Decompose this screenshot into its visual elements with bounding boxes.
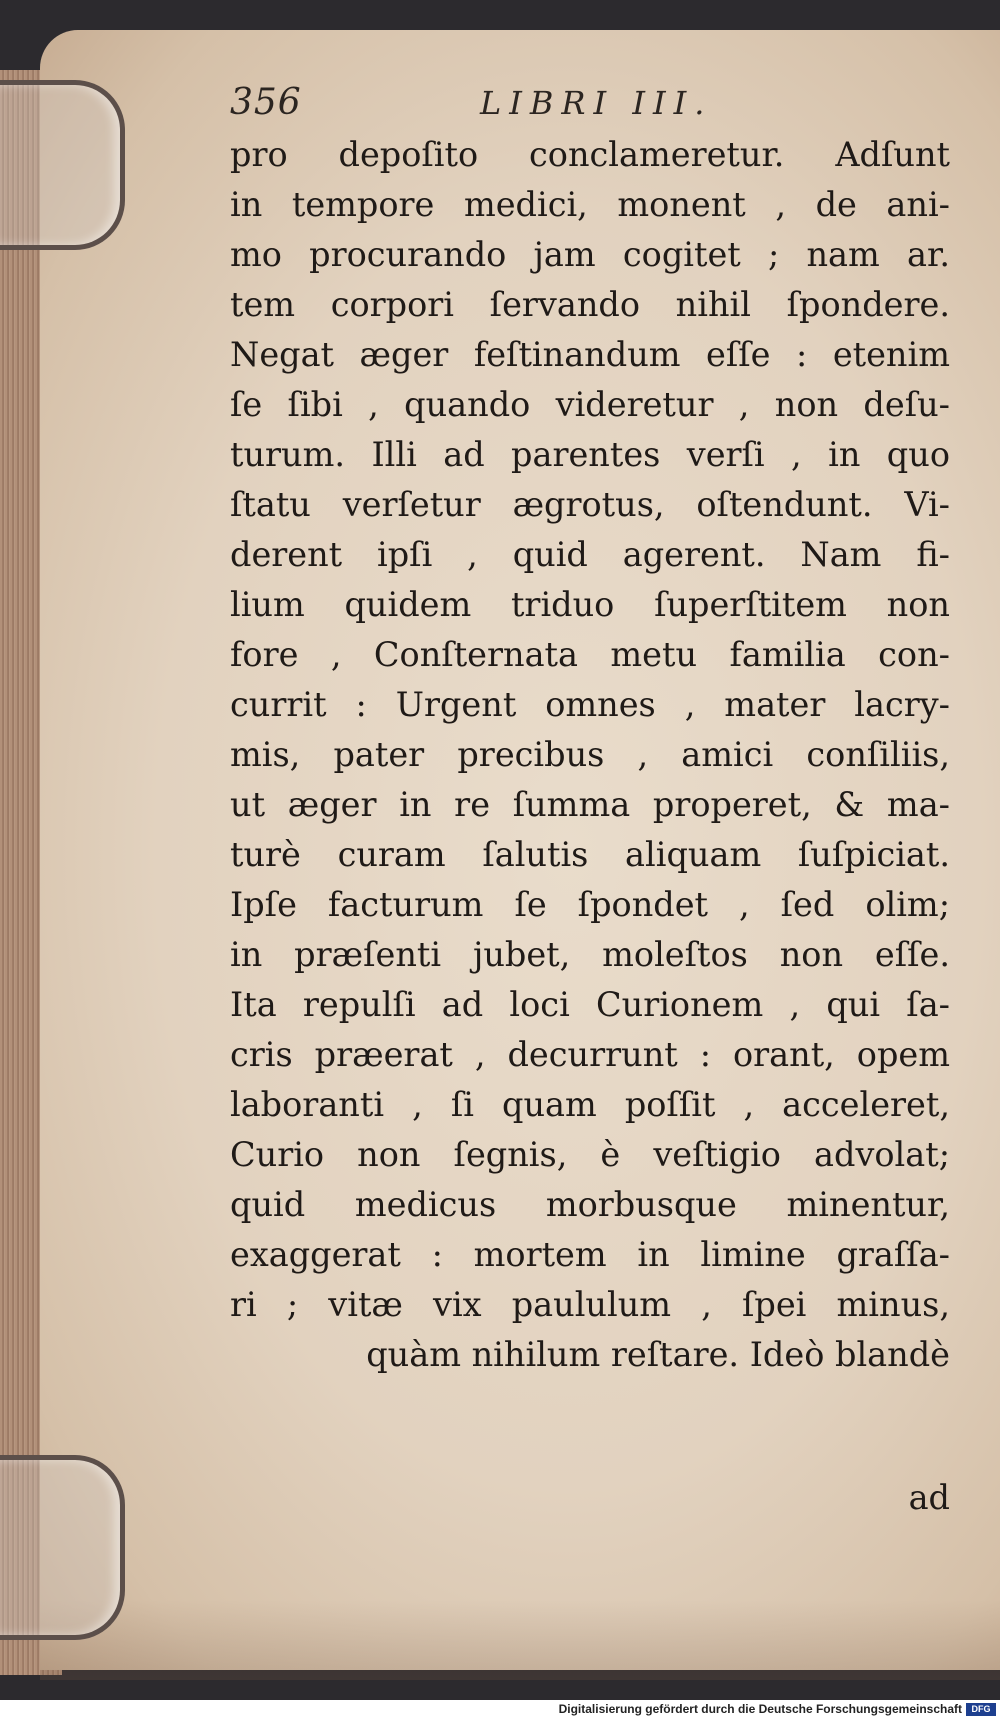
page-bottom-shadow [40,1600,1000,1680]
text-line: exaggerat : mortem in limine graſſa- [230,1235,950,1274]
catchword: ad [908,1478,950,1517]
text-line: quid medicus morbusque minentur, [230,1185,950,1224]
text-line: derent ipſi , quid agerent. Nam fi- [230,535,950,574]
text-line: laboranti , ſi quam poſſit , acceleret, [230,1085,950,1124]
text-line: fore , Conſternata metu familia con- [230,635,950,674]
text-line: quàm nihilum reſtare. Ideò blandè [366,1335,950,1374]
text-line: mo procurando jam cogitet ; nam ar. [230,235,950,274]
text-line: ri ; vitæ vix paululum , ſpei minus, [230,1285,950,1324]
text-line: Ita repulſi ad loci Curionem , qui ſa- [230,985,950,1024]
text-line: Ipſe facturum ſe ſpondet , ſed olim; [230,885,950,924]
page-clip-top [0,80,125,250]
text-line: in præſenti jubet, moleſtos non eſſe. [230,935,950,974]
text-line: currit : Urgent omnes , mater lacry- [230,685,950,724]
text-line: mis, pater precibus , amici conſiliis, [230,735,950,774]
text-line: ut æger in re ſumma properet, & ma- [230,785,950,824]
page-clip-bottom [0,1455,125,1640]
footer-credit: Digitalisierung gefördert durch die Deutsche Forschungsgemeinschaft [558,1702,962,1716]
text-line: Negat æger feſtinandum eſſe : etenim [230,335,950,374]
text-line: lium quidem triduo ſuperſtitem non [230,585,950,624]
running-head: LIBRI III. [480,84,713,122]
text-line: in tempore medici, monent , de ani- [230,185,950,224]
text-line: cris præerat , decurrunt : orant, opem [230,1035,950,1074]
page-number: 356 [230,82,302,123]
text-line: ſtatu verſetur ægrotus, oſtendunt. Vi- [230,485,950,524]
page-header [230,82,930,132]
text-line: turum. Illi ad parentes verſi , in quo [230,435,950,474]
text-line: pro depoſito conclameretur. Adſunt [230,135,950,174]
body-text [230,130,950,1380]
text-line: Curio non ſegnis, è veſtigio advolat; [230,1135,950,1174]
text-line: tem corpori ſervando nihil ſpondere. [230,285,950,324]
dfg-logo: DFG [966,1703,996,1716]
text-line: turè curam ſalutis aliquam ſuſpiciat. [230,835,950,874]
text-line: ſe ſibi , quando videretur , non deſu- [230,385,950,424]
